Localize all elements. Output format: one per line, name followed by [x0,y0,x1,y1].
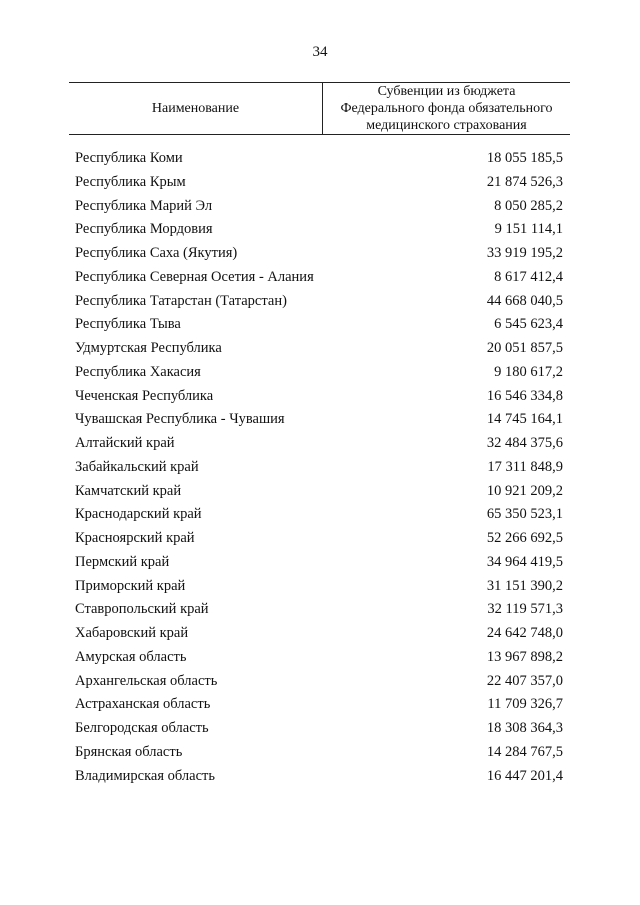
table-row [75,221,563,238]
region-name: Республика Хакасия [75,363,201,380]
subsidy-amount: 10 921 209,2 [486,482,563,499]
table-row [75,744,563,761]
table-row [75,625,563,642]
table-row [75,720,563,737]
table-row [75,364,563,381]
table-row [75,649,563,666]
subsidy-amount: 52 266 692,5 [486,530,563,546]
subsidy-amount: 6 545 623,4 [494,316,563,333]
subsidy-amount: 20 051 857,5 [486,340,563,356]
subsidy-amount: 13 967 898,2 [486,648,563,665]
subsidy-amount: 14 284 767,5 [486,743,563,760]
subsidy-amount: 14 745 164,1 [486,411,563,428]
subsidy-amount: 11 709 326,7 [487,696,563,713]
subsidy-amount: 33 919 195,2 [486,245,563,261]
table-row [75,696,563,713]
region-name: Приморский край [75,577,186,594]
region-name: Астраханская область [75,696,211,713]
subsidy-amount: 31 151 390,2 [486,577,563,594]
table-row [75,673,563,690]
region-name: Чеченская Республика [75,387,214,404]
table-row [75,293,563,310]
subsidy-amount: 24 642 748,0 [486,625,563,641]
subsidy-amount: 8 050 285,2 [494,197,563,214]
subsidy-amount: 8 617 412,4 [494,268,563,285]
subsidy-amount: 21 874 526,3 [486,173,563,190]
region-name: Красноярский край [75,530,195,546]
region-name: Республика Мордовия [75,221,213,238]
table-row [75,340,563,357]
table-row [75,150,563,167]
table-row [75,554,563,571]
region-name: Чувашская Республика - Чувашия [75,411,285,428]
subsidy-amount: 9 151 114,1 [494,221,563,238]
subsidy-amount: 9 180 617,2 [494,363,563,380]
column-header-name: Наименование [69,83,323,134]
subsidy-amount: 34 964 419,5 [486,553,563,570]
region-name: Хабаровский край [75,625,189,641]
region-name: Алтайский край [75,435,175,451]
region-name: Амурская область [75,648,187,665]
table-row [75,411,563,428]
region-name: Брянская область [75,743,183,760]
region-name: Республика Марий Эл [75,197,213,214]
column-header-subsidies [323,83,570,134]
subsidy-amount: 17 311 848,9 [487,458,563,475]
region-name: Ставропольский край [75,601,209,618]
column-header-subsidies-line: Федерального фонда обязательного [340,101,553,116]
region-name: Забайкальский край [75,458,199,475]
table-row [75,601,563,618]
table-row [75,530,563,547]
subsidy-amount: 65 350 523,1 [486,506,563,523]
column-header-subsidies-line: Субвенции из бюджета [377,84,516,99]
table-row [75,198,563,215]
table-row [75,483,563,500]
region-name: Республика Коми [75,150,183,166]
table-row [75,768,563,785]
table-row [75,245,563,262]
table-row [75,269,563,286]
region-name: Удмуртская Республика [75,340,222,356]
subsidy-amount: 32 119 571,3 [487,601,563,618]
table-row [75,316,563,333]
table-row [75,578,563,595]
subsidy-amount: 32 484 375,6 [486,435,563,451]
subsidy-amount: 22 407 357,0 [486,672,563,689]
region-name: Республика Крым [75,173,186,190]
column-header-subsidies-line: медицинского страхования [366,118,527,133]
region-name: Краснодарский край [75,506,202,523]
region-name: Камчатский край [75,482,182,499]
region-name: Архангельская область [75,672,218,689]
subsidy-amount: 16 546 334,8 [486,387,563,404]
table-row [75,174,563,191]
table-row [75,388,563,405]
subsidy-amount: 18 055 185,5 [486,150,563,166]
subsidy-amount: 18 308 364,3 [486,720,563,736]
subsidy-amount: 16 447 201,4 [486,767,563,784]
region-name: Пермский край [75,553,170,570]
page-number: 34 [312,44,328,60]
table-row [75,506,563,523]
table-row [75,435,563,452]
region-name: Белгородская область [75,720,209,736]
table-header [69,82,570,135]
table-body [75,150,563,791]
region-name: Республика Татарстан (Татарстан) [75,292,287,309]
table-row [75,459,563,476]
region-name: Республика Северная Осетия - Алания [75,268,314,285]
region-name: Владимирская область [75,767,215,784]
region-name: Республика Тыва [75,316,181,333]
region-name: Республика Саха (Якутия) [75,245,238,261]
subsidy-amount: 44 668 040,5 [486,292,563,309]
